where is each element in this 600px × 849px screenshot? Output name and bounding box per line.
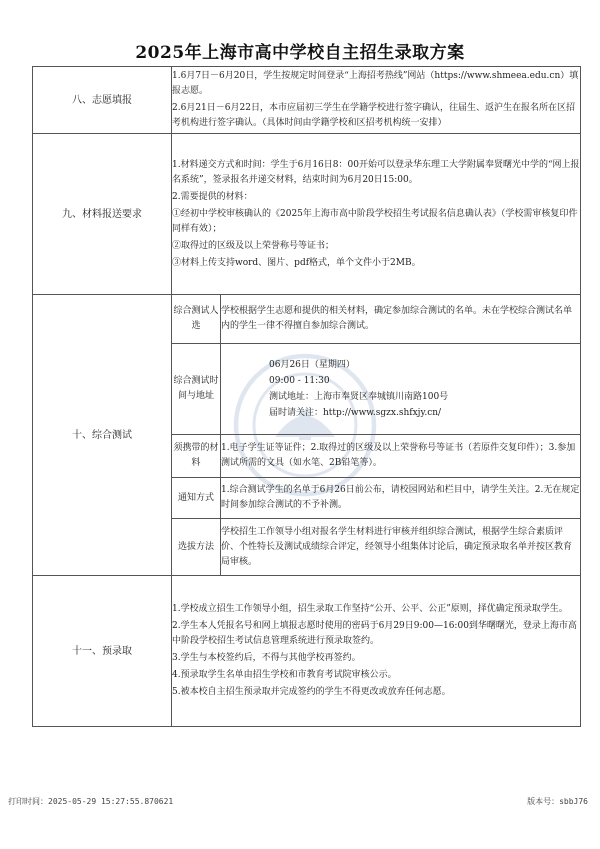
test-row-text: 1.综合测试学生的名单于6月26日前公布，请校园网站和栏目中，请学生关注。2.无在规定时间参加综合测试的不予补测。 bbox=[221, 478, 581, 519]
test-date: 06月26日（星期四） bbox=[269, 360, 355, 370]
test-subtable bbox=[172, 295, 580, 575]
document-title: 2025年上海市高中学校自主招生录取方案 bbox=[135, 43, 465, 63]
section-content bbox=[172, 134, 581, 295]
test-schedule bbox=[221, 344, 581, 435]
test-row-label: 选拔方法 bbox=[172, 519, 221, 576]
section-content bbox=[172, 576, 581, 727]
section-row-volunteer bbox=[33, 67, 581, 134]
section-row-materials bbox=[33, 134, 581, 295]
admission-plan-table bbox=[32, 66, 581, 727]
section-item: 4.预录取学生名单由招生学校和市教育考试院审核公示。 bbox=[172, 670, 397, 680]
section-item: 1.学校成立招生工作领导小组，招生录取工作坚持“公开、公平、公正”原则，择优确定预录取学生。 bbox=[172, 604, 568, 614]
print-time: 打印时间：2025-05-29 15:27:55.870621 bbox=[8, 797, 174, 806]
test-website: 届时请关注：http://www.sgzx.shfxjy.cn/ bbox=[269, 408, 442, 418]
section-label: 十一、预录取 bbox=[33, 576, 172, 727]
test-row bbox=[172, 295, 580, 344]
section-row-pre-admission bbox=[33, 576, 581, 727]
test-time: 09:00 - 11:30 bbox=[269, 376, 330, 386]
test-row bbox=[172, 435, 580, 478]
test-address: 测试地址：上海市奉贤区奉城镇川南路100号 bbox=[269, 392, 449, 402]
test-row-label: 综合测试时间与地址 bbox=[172, 344, 221, 435]
test-row-label: 通知方式 bbox=[172, 478, 221, 519]
section-label: 九、材料报送要求 bbox=[33, 134, 172, 295]
test-row-text: 学校根据学生志愿和提供的相关材料，确定参加综合测试的名单。未在学校综合测试名单内的学生一律不得擅自参加综合测试。 bbox=[221, 295, 581, 344]
section-row-comprehensive-test bbox=[33, 295, 581, 576]
section-item: 3.学生与本校签约后，不得与其他学校再签约。 bbox=[172, 653, 361, 663]
test-row-label: 须携带的材料 bbox=[172, 435, 221, 478]
test-subtable-cell bbox=[172, 295, 581, 576]
section-item: ①经初中学校审核确认的《2025年上海市高中阶段学校招生考试报名信息确认表》（学校需审核复印件同样有效）； bbox=[172, 208, 578, 234]
section-item: ③材料上传支持word、图片、pdf格式，单个文件小于2MB。 bbox=[172, 257, 421, 268]
test-row bbox=[172, 344, 580, 435]
section-item: 1.6月7日－6月20日，学生按规定时间登录“上海招考热线”网站（https://www.shmeea.edu.cn）填报志愿。 bbox=[172, 71, 579, 96]
test-row bbox=[172, 519, 580, 576]
section-item: ②取得过的区级及以上荣誉称号等证书； bbox=[172, 240, 335, 251]
section-label: 十、综合测试 bbox=[33, 295, 172, 576]
test-row-text: 学校招生工作领导小组对报名学生材料进行审核并组织综合测试，根据学生综合素质评价、个性特长及测试成绩综合评定，经领导小组集体讨论后，确定预录取名单并按区教育局审核。 bbox=[221, 526, 573, 567]
section-item: 1.材料递交方式和时间：学生于6月16日8：00开始可以登录华东理工大学附属奉贤曙光中学的“网上报名系统”，签录报名并递交材料，结束时间为6月20日15:00。 bbox=[172, 159, 580, 185]
section-item: 2.6月21日－6月22日，本市应届初三学生在学籍学校进行签字确认，往届生、返沪生在报名所在区招考机构进行签字确认。（具体时间由学籍学校和区招考机构统一安排） bbox=[172, 103, 575, 128]
section-item: 5.被本校自主招生预录取并完成签约的学生不得更改或放弃任何志愿。 bbox=[172, 687, 451, 697]
section-item: 2.学生本人凭报名号和网上填报志愿时使用的密码于6月29日9:00—16:00到华曙曙光，登录上海市高中阶段学校招生考试信息管理系统进行预录取签约。 bbox=[172, 621, 577, 646]
section-item: 2.需要提供的材料： bbox=[172, 191, 253, 202]
section-content bbox=[172, 67, 581, 134]
version-number: 版本号：sbbJ76 bbox=[527, 797, 588, 806]
section-label: 八、志愿填报 bbox=[33, 67, 172, 134]
test-row-text: 1.电子学生证等证件；2.取得过的区级及以上荣誉称号等证书（若原件交复印件）；3.参加测试所需的文具（如水笔、2B铅笔等）。 bbox=[221, 435, 581, 478]
test-row-label: 综合测试人选 bbox=[172, 295, 221, 344]
test-row bbox=[172, 478, 580, 519]
